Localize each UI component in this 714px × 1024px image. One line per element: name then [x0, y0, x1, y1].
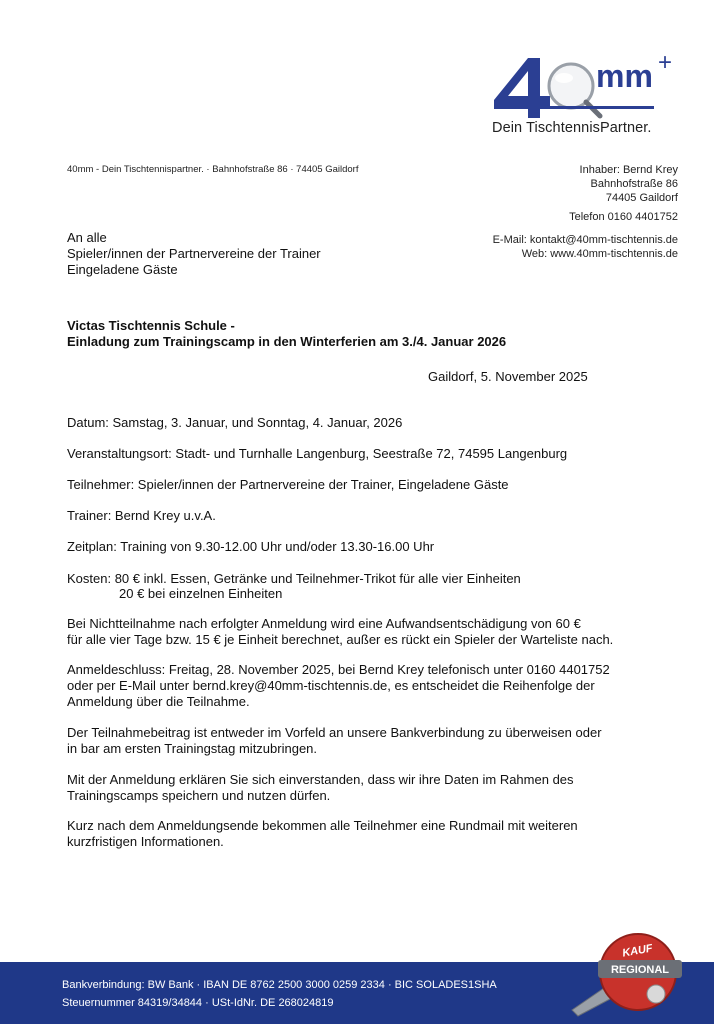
- body-datum: Datum: Samstag, 3. Januar, und Sonntag, 4. Januar, 2026: [67, 415, 403, 430]
- owner-street: Bahnhofstraße 86: [590, 178, 678, 190]
- recipient-line: An alle: [67, 230, 107, 245]
- paragraph-line: oder per E-Mail unter bernd.krey@40mm-tischtennis.de, es entscheidet die Reihenfolge der: [67, 678, 595, 693]
- footer-bank: Bankverbindung: BW Bank · IBAN DE 8762 2500 3000 0259 2334 · BIC SOLADES1SHA: [62, 979, 497, 991]
- paragraph-line: Bei Nichtteilnahme nach erfolgter Anmeldung wird eine Aufwandsentschädigung von 60 €: [67, 616, 581, 631]
- kauf-regional-badge-icon: [564, 928, 694, 1018]
- body-ort: Veranstaltungsort: Stadt- und Turnhalle Langenburg, Seestraße 72, 74595 Langenburg: [67, 446, 568, 461]
- owner-phone: Telefon 0160 4401752: [569, 211, 678, 223]
- body-kosten-line-2: 20 € bei einzelnen Einheiten: [119, 586, 283, 601]
- paragraph-line: Anmeldung über die Teilnahme.: [67, 694, 250, 709]
- body-anmeldeschluss: [67, 662, 610, 710]
- paragraph-line: für alle vier Tage bzw. 15 € je Einheit berechnet, außer es rückt ein Spieler der Warteliste nach.: [67, 632, 614, 647]
- badge-kauf-text: KAUF: [621, 942, 654, 960]
- owner-city: 74405 Gaildorf: [605, 192, 678, 204]
- subject-line: Einladung zum Trainingscamp in den Winterferien am 3./4. Januar 2026: [67, 334, 507, 349]
- badge-regional-text: REGIONAL: [610, 964, 670, 976]
- date-place: Gaildorf, 5. November 2025: [428, 369, 588, 384]
- paragraph-line: Kurz nach dem Anmeldungsende bekommen alle Teilnehmer eine Rundmail mit weiteren: [67, 818, 578, 833]
- body-datenschutz: [67, 772, 574, 804]
- subject-line: Victas Tischtennis Schule -: [67, 318, 235, 333]
- logo-underline: [494, 106, 654, 109]
- paragraph-line: Trainingscamps speichern und nutzen dürfen.: [67, 788, 331, 803]
- body-nichtteilnahme: [67, 616, 613, 648]
- owner-block: [580, 163, 678, 205]
- recipient-line: Spieler/innen der Partnervereine der Trainer: [67, 246, 321, 261]
- body-teilnehmer: Teilnehmer: Spieler/innen der Partnervereine der Trainer, Eingeladene Gäste: [67, 477, 509, 492]
- logo-tagline: Dein TischtennisPartner.: [492, 120, 652, 136]
- owner-web: Web: www.40mm-tischtennis.de: [521, 248, 678, 260]
- body-rundmail: [67, 818, 578, 850]
- paragraph-line: in bar am ersten Trainingstag mitzubringen.: [67, 741, 318, 756]
- recipient-line: Eingeladene Gäste: [67, 262, 178, 277]
- paragraph-line: Anmeldeschluss: Freitag, 28. November 2025, bei Bernd Krey telefonisch unter 0160 4401752: [67, 662, 610, 677]
- logo-plus-text: +: [658, 49, 673, 76]
- recipient-block: [67, 230, 321, 278]
- body-teilnahmebeitrag: [67, 725, 602, 757]
- subject-block: [67, 318, 506, 350]
- paragraph-line: Der Teilnahmebeitrag ist entweder im Vorfeld an unsere Bankverbindung zu überweisen oder: [67, 725, 602, 740]
- footer-tax: Steuernummer 84319/34844 · USt-IdNr. DE 268024819: [62, 997, 334, 1009]
- owner-email: E-Mail: kontakt@40mm-tischtennis.de: [492, 234, 678, 246]
- body-kosten-line-1: Kosten: 80 € inkl. Essen, Getränke und Teilnehmer-Trikot für alle vier Einheiten: [67, 571, 521, 586]
- paragraph-line: kurzfristigen Informationen.: [67, 834, 224, 849]
- logo-mm-text: mm: [596, 58, 653, 94]
- owner-contact-block: [493, 233, 678, 261]
- owner-name: Inhaber: Bernd Krey: [579, 164, 678, 176]
- paragraph-line: Mit der Anmeldung erklären Sie sich einverstanden, dass wir ihre Daten im Rahmen des: [67, 772, 574, 787]
- sender-address-line: 40mm - Dein Tischtennispartner. · Bahnhofstraße 86 · 74405 Gaildorf: [67, 164, 359, 175]
- body-trainer: Trainer: Bernd Krey u.v.A.: [67, 508, 216, 523]
- body-zeitplan: Zeitplan: Training von 9.30-12.00 Uhr und/oder 13.30-16.00 Uhr: [67, 539, 435, 554]
